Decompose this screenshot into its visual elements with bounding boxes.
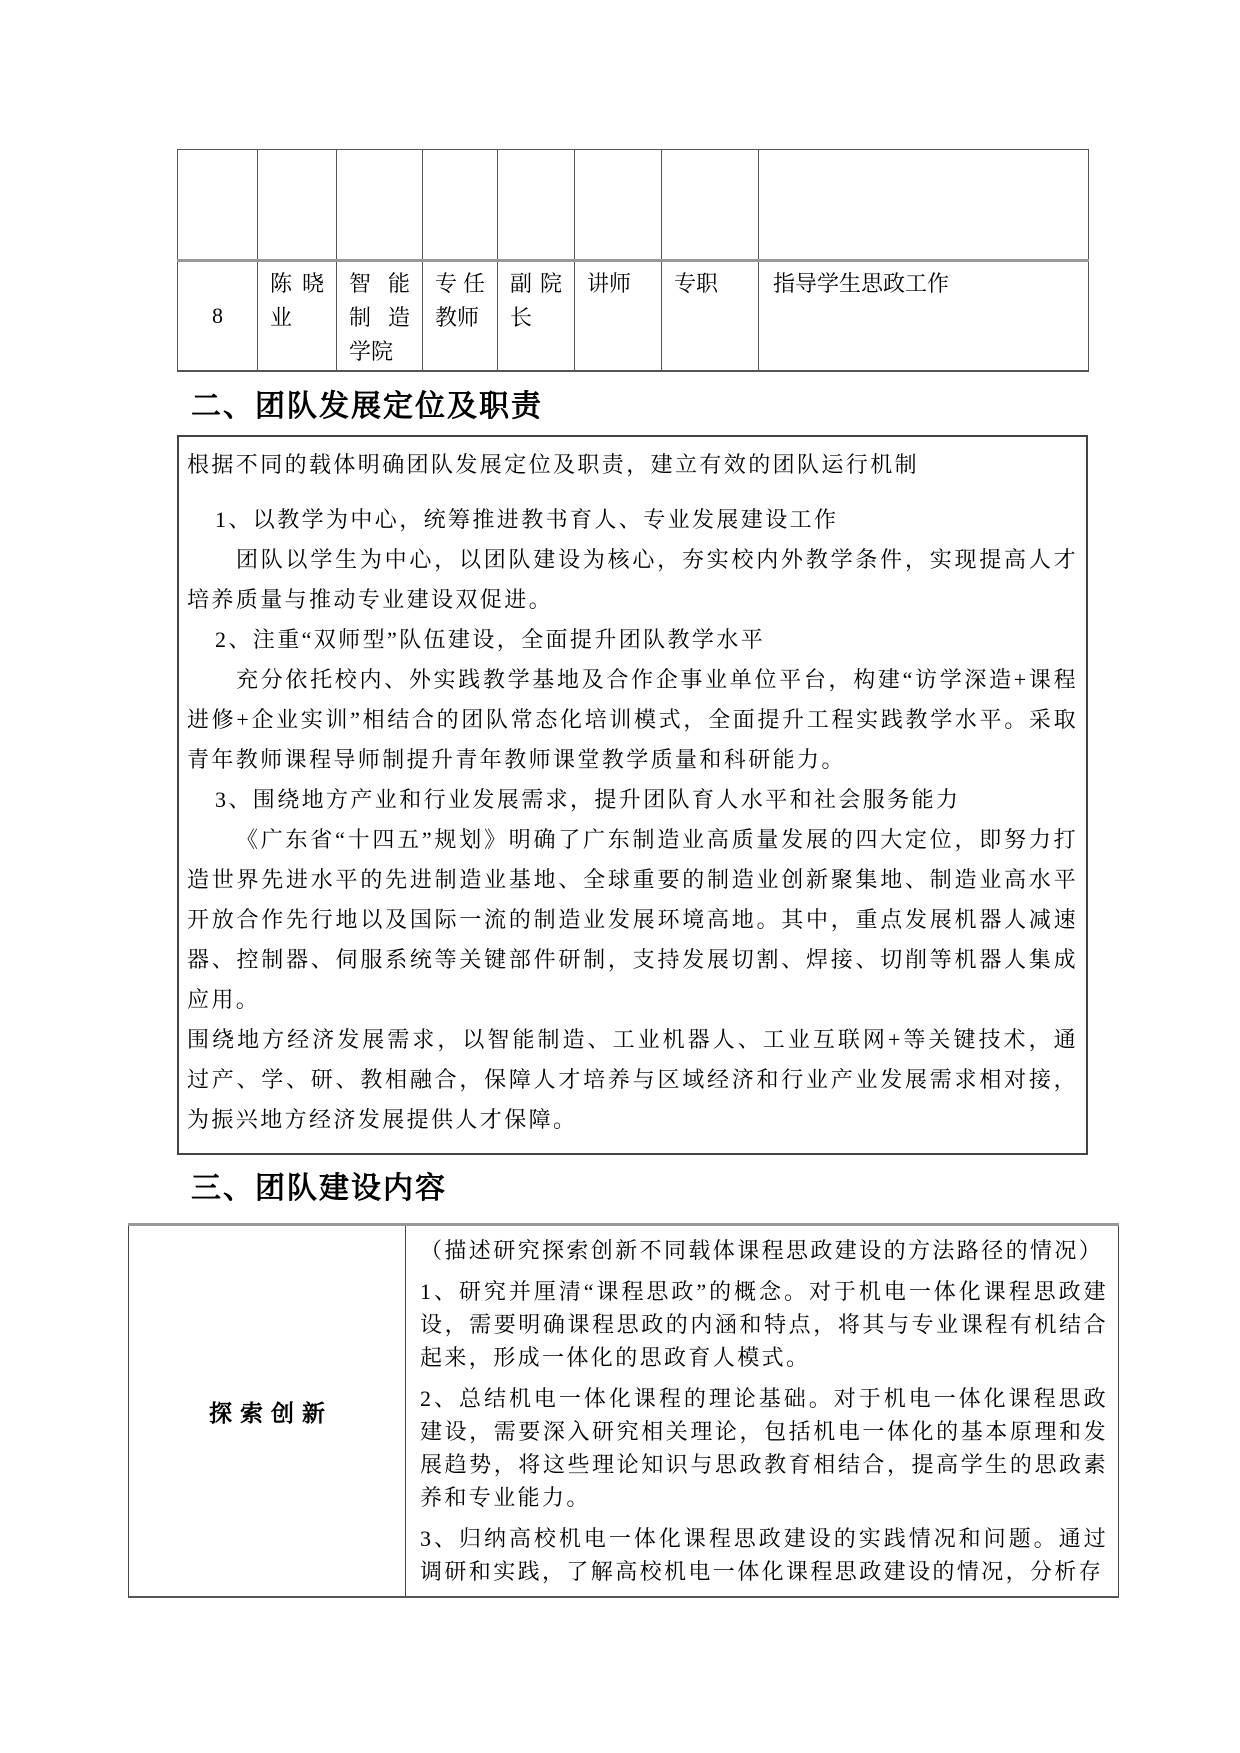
roster-duty-cell: 指导学生思政工作: [759, 261, 1089, 372]
construction-table: [128, 1223, 1119, 1598]
dev-paragraph: 《广东省“十四五”规划》明确了广东制造业高质量发展的四大定位，即努力打造世界先进水平的先进制造业基地、全球重要的制造业创新聚集地、制造业高水平开放合作先行地以及国际一流的制造业发展环境高地。其中，重点发展机器人减速器、控制器、伺服系统等关键部件研制，支持发展切割、焊接、切削等机器人集成应用。: [187, 827, 1078, 1012]
dev-paragraph: 3、围绕地方产业和行业发展需求，提升团队育人水平和社会服务能力: [215, 787, 961, 812]
dev-intro: 根据不同的载体明确团队发展定位及职责，建立有效的团队运行机制: [187, 452, 920, 477]
roster-empty-cell: [575, 150, 662, 261]
dev-paragraph: 2、注重“双师型”队伍建设，全面提升团队教学水平: [215, 627, 766, 652]
construction-item: 2、总结机电一体化课程的理论基础。对于机电一体化课程思政建设，需要深入研究相关理论，包括机电一体化的基本原理和发展趋势，将这些理论知识与思政教育相结合，提高学生的思政素养和专业能力。: [420, 1386, 1108, 1510]
section3-heading: 三、团队建设内容: [191, 1172, 447, 1205]
roster-empty-cell: [662, 150, 759, 261]
roster-title-cell: 讲师: [575, 261, 662, 372]
roster-seq-cell: 8: [178, 261, 258, 372]
dev-paragraph: 1、以教学为中心，统筹推进教书育人、专业发展建设工作: [215, 507, 839, 532]
construction-item: 3、归纳高校机电一体化课程思政建设的实践情况和问题。通过调研和实践，了解高校机电一体化课程思政建设的情况，分析存: [420, 1526, 1108, 1584]
roster-admin-post-cell: 副院长: [498, 261, 575, 372]
construction-item: 1、研究并厘清“课程思政”的概念。对于机电一体化课程思政建设，需要明确课程思政的内涵和特点，将其与专业课程有机结合起来，形成一体化的思政育人模式。: [420, 1279, 1108, 1370]
roster-empty-cell: [423, 150, 498, 261]
development-box: [177, 435, 1088, 1155]
roster-engagement-cell: 专职: [662, 261, 759, 372]
roster-empty-cell: [759, 150, 1089, 261]
roster-department-cell: 智能制造学院: [337, 261, 423, 372]
construction-content-cell: [406, 1225, 1119, 1598]
faculty-roster-table: [177, 149, 1089, 372]
section2-heading: 二、团队发展定位及职责: [191, 390, 543, 423]
roster-empty-row: [178, 150, 1089, 261]
dev-paragraph: 围绕地方经济发展需求，以智能制造、工业机器人、工业互联网+等关键技术，通过产、学、研、教相融合，保障人才培养与区域经济和行业产业发展需求相对接，为振兴地方经济发展提供人才保障。: [187, 1027, 1078, 1132]
roster-row-8: [178, 261, 1089, 372]
roster-empty-cell: [178, 150, 258, 261]
roster-empty-cell: [498, 150, 575, 261]
dev-paragraph: 团队以学生为中心，以团队建设为核心，夯实校内外教学条件，实现提高人才培养质量与推动专业建设双促进。: [187, 547, 1078, 612]
roster-post-cell: 专任教师: [423, 261, 498, 372]
construction-note: （描述研究探索创新不同载体课程思政建设的方法路径的情况）: [420, 1238, 1104, 1263]
roster-name-cell: 陈晓业: [258, 261, 337, 372]
dev-paragraph: 充分依托校内、外实践教学基地及合作企事业单位平台，构建“访学深造+课程进修+企业实训”相结合的团队常态化培训模式，全面提升工程实践教学水平。采取青年教师课程导师制提升青年教师课堂教学质量和科研能力。: [187, 667, 1078, 772]
construction-label-cell: 探索创新: [129, 1225, 406, 1598]
construction-row: [129, 1225, 1119, 1598]
roster-empty-cell: [258, 150, 337, 261]
roster-empty-cell: [337, 150, 423, 261]
